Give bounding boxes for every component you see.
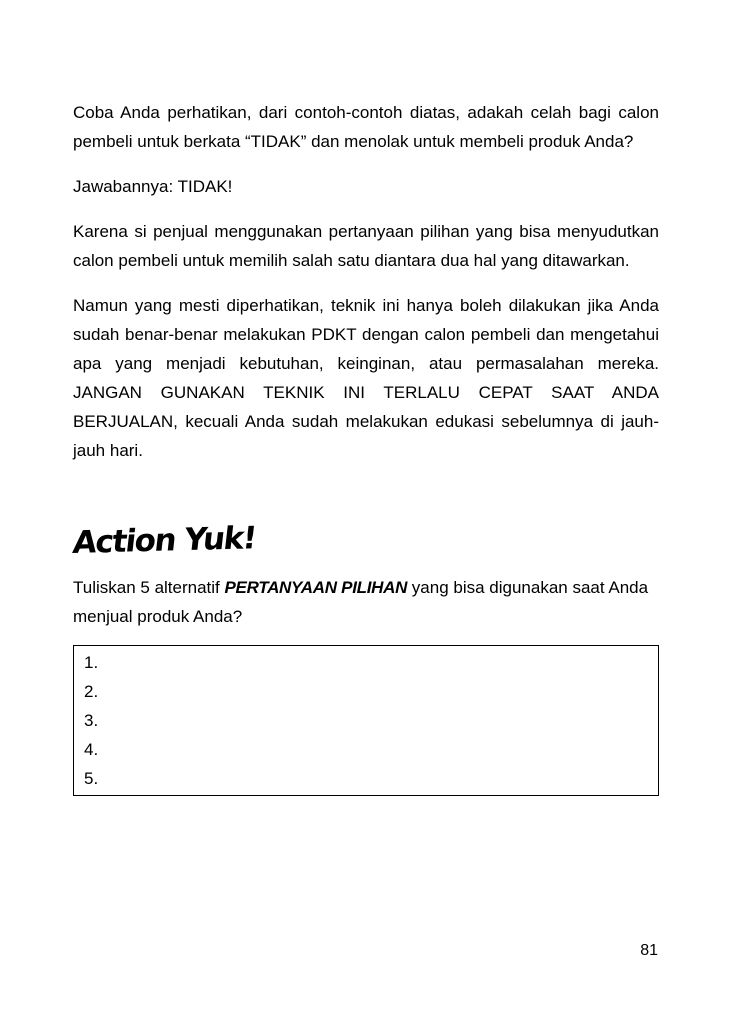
page-number: 81 xyxy=(640,942,658,959)
paragraph-answer: Jawabannya: TIDAK! xyxy=(73,177,233,196)
paragraph-reason: Karena si penjual menggunakan pertanyaan pilihan yang bisa menyudutkan calon pembeli untuk memilih salah satu diantara dua hal yang ditawarkan. xyxy=(73,222,659,270)
prompt-text-after: yang bisa digunakan saat Anda menjual produk Anda? xyxy=(73,578,649,626)
answer-line-3[interactable]: 3. xyxy=(84,711,99,730)
action-section xyxy=(70,481,659,796)
action-heading: Action Yuk! xyxy=(70,520,258,562)
prompt-emphasis: PERTANYAAN PILIHAN xyxy=(224,578,408,597)
answer-line-4[interactable]: 4. xyxy=(84,740,99,759)
answer-line-1[interactable]: 1. xyxy=(84,653,99,672)
paragraph-caution: Namun yang mesti diperhatikan, teknik ini hanya boleh dilakukan jika Anda sudah benar-benar melakukan PDKT dengan calon pembeli dan mengetahui apa yang menjadi kebutuhan, keinginan, atau permasalahan mereka. JANGAN GUNAKAN TEKNIK INI TERLALU CEPAT SAAT ANDA BERJUALAN, kecuali Anda sudah melakukan edukasi sebelumnya di jauh-jauh hari. xyxy=(73,296,659,460)
action-prompt xyxy=(73,573,659,631)
prompt-text-before: Tuliskan 5 alternatif xyxy=(73,578,225,597)
answer-line-5[interactable]: 5. xyxy=(84,769,99,788)
page-content xyxy=(70,98,659,796)
paragraph-question: Coba Anda perhatikan, dari contoh-contoh diatas, adakah celah bagi calon pembeli untuk berkata “TIDAK” dan menolak untuk membeli produk Anda? xyxy=(73,103,659,151)
answer-box[interactable] xyxy=(73,645,659,796)
answer-line-2[interactable]: 2. xyxy=(84,682,99,701)
